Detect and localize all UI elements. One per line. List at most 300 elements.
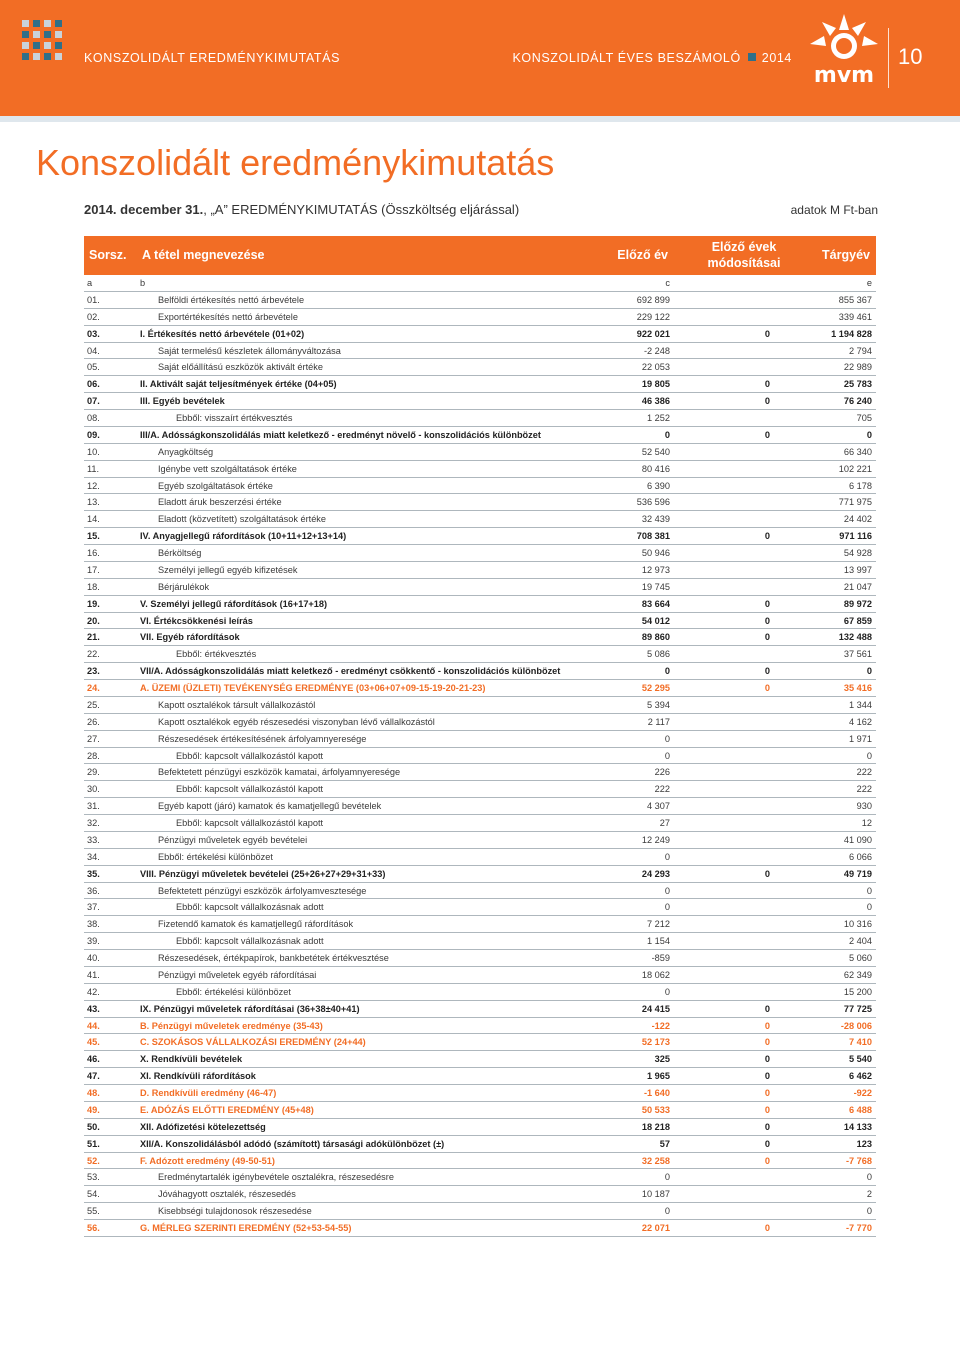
table-row xyxy=(84,1153,876,1170)
row-modifications: 0 xyxy=(764,1155,770,1166)
row-previous-year: 57 xyxy=(659,1138,670,1149)
table-row xyxy=(84,579,876,596)
row-label: VII/A. Adósságkonszolidálás miatt keletkező - eredményt csökkentő - konszolidációs különbözet xyxy=(140,666,561,677)
row-label: Anyagköltség xyxy=(158,446,214,457)
row-current-year: 5 060 xyxy=(849,953,872,963)
row-previous-year: 0 xyxy=(664,851,670,862)
row-modifications: 0 xyxy=(764,1138,770,1149)
row-modifications: 0 xyxy=(764,1104,770,1115)
header-tetel: A tétel megnevezése xyxy=(142,248,265,262)
row-number: 35. xyxy=(87,868,100,879)
table-row xyxy=(84,849,876,866)
row-previous-year: 0 xyxy=(664,902,670,913)
mvm-logo xyxy=(806,12,882,92)
row-label: Bérköltség xyxy=(158,548,202,558)
table-row xyxy=(84,1102,876,1119)
row-previous-year: 4 307 xyxy=(647,801,670,812)
row-current-year: 1 971 xyxy=(849,733,872,744)
table-row xyxy=(84,326,876,343)
row-label: III. Egyéb bevételek xyxy=(140,396,225,407)
row-number: 23. xyxy=(87,666,100,677)
row-previous-year: -122 xyxy=(651,1020,670,1031)
row-modifications: 0 xyxy=(764,379,770,390)
row-previous-year: 0 xyxy=(664,733,670,744)
row-current-year: 0 xyxy=(866,750,872,761)
table-row xyxy=(84,663,876,680)
row-previous-year: 6 390 xyxy=(647,480,670,491)
row-modifications: 0 xyxy=(764,666,770,677)
header-mod-line1: Előző évek xyxy=(711,240,777,254)
row-number: 43. xyxy=(87,1003,100,1014)
row-current-year: -7 770 xyxy=(845,1223,872,1233)
row-previous-year: 89 860 xyxy=(641,632,670,643)
row-modifications: 0 xyxy=(764,396,770,407)
row-label: Ebből: kapcsolt vállalkozástól kapott xyxy=(176,784,324,795)
row-previous-year: 536 596 xyxy=(636,497,670,508)
decorative-squares xyxy=(22,20,72,70)
row-label: II. Aktivált saját teljesítmények értéke (04+05) xyxy=(140,379,337,390)
row-number: 11. xyxy=(87,463,100,474)
row-previous-year: 5 086 xyxy=(647,649,670,660)
row-label: C. SZOKÁSOS VÁLLALKOZÁSI EREDMÉNY (24+44) xyxy=(140,1037,366,1048)
table-row xyxy=(84,309,876,326)
row-modifications: 0 xyxy=(764,1121,770,1132)
row-previous-year: 52 173 xyxy=(641,1037,670,1048)
row-label: XII/A. Konszolidálásból adódó (számított) társasági adókülönbözet (±) xyxy=(140,1138,445,1149)
table-row xyxy=(84,680,876,697)
row-label: Igénybe vett szolgáltatások értéke xyxy=(158,463,297,474)
row-current-year: -7 768 xyxy=(845,1155,872,1166)
row-number: 08. xyxy=(87,413,100,423)
table-row xyxy=(84,798,876,815)
table-row xyxy=(84,376,876,393)
row-number: 47. xyxy=(87,1071,100,1082)
row-label: IV. Anyagjellegű ráfordítások (10+11+12+13+14) xyxy=(140,531,347,542)
row-previous-year: c xyxy=(665,278,670,288)
table-row xyxy=(84,292,876,309)
row-label: VIII. Pénzügyi műveletek bevételei (25+26+27+29+31+33) xyxy=(140,868,386,879)
row-current-year: 6 066 xyxy=(849,851,872,862)
row-previous-year: 83 664 xyxy=(641,598,670,609)
separator-square-icon xyxy=(748,53,756,61)
row-current-year: e xyxy=(866,278,872,288)
row-previous-year: 12 249 xyxy=(641,834,670,845)
table-row xyxy=(84,866,876,883)
table-row xyxy=(84,832,876,849)
header-divider xyxy=(888,28,889,88)
row-current-year: 0 xyxy=(866,666,872,677)
row-current-year: 1 344 xyxy=(849,699,872,710)
row-number: 32. xyxy=(87,818,100,828)
table-row xyxy=(84,697,876,714)
table-row xyxy=(84,950,876,967)
row-previous-year: 0 xyxy=(664,885,670,896)
table-row xyxy=(84,1051,876,1068)
row-number: 48. xyxy=(87,1088,100,1098)
row-label: Bérjárulékok xyxy=(158,581,210,592)
row-modifications: 0 xyxy=(764,1003,770,1014)
table-row xyxy=(84,562,876,579)
table-row xyxy=(84,967,876,984)
row-label: III/A. Adósságkonszolidálás miatt keletkező - eredményt növelő - konszolidációs különbözet xyxy=(140,429,541,440)
row-number: 07. xyxy=(87,396,100,407)
row-label: Saját termelésű készletek állományváltozása xyxy=(158,345,341,356)
row-previous-year: 226 xyxy=(654,767,670,778)
row-previous-year: 52 295 xyxy=(641,683,670,693)
row-current-year: 67 859 xyxy=(843,615,872,626)
table-row xyxy=(84,731,876,748)
table-row xyxy=(84,427,876,444)
row-current-year: 49 719 xyxy=(843,868,872,879)
row-label: Részesedések értékesítésének árfolyamnyeresége xyxy=(158,733,367,744)
row-label: XI. Rendkívüli ráfordítások xyxy=(140,1071,256,1082)
row-label: Saját előállítású eszközök aktivált értéke xyxy=(158,362,323,373)
row-previous-year: 0 xyxy=(664,750,670,761)
header-mod-line2: módosításai xyxy=(707,256,781,270)
row-label: Egyéb kapott (járó) kamatok és kamatjellegű bevételek xyxy=(158,801,382,812)
row-number: 14. xyxy=(87,514,100,525)
row-number: 44. xyxy=(87,1020,100,1031)
row-current-year: 971 116 xyxy=(839,531,872,542)
row-previous-year: 32 258 xyxy=(641,1155,670,1166)
row-label: Ebből: értékelési különbözet xyxy=(158,851,273,862)
row-number: 30. xyxy=(87,784,100,795)
row-label: VI. Értékcsökkenési leírás xyxy=(140,615,253,626)
row-number: 13. xyxy=(87,497,100,508)
row-modifications: 0 xyxy=(764,615,770,626)
report-title xyxy=(512,51,792,65)
row-previous-year: -1 640 xyxy=(643,1088,670,1098)
row-previous-year: 52 540 xyxy=(641,446,670,457)
row-number: 21. xyxy=(87,632,100,643)
row-current-year: 89 972 xyxy=(843,598,872,609)
page-title: Konszolidált eredménykimutatás xyxy=(36,142,555,183)
row-previous-year: 1 252 xyxy=(647,413,670,423)
row-number: 33. xyxy=(87,834,100,845)
row-number: 28. xyxy=(87,750,100,761)
table-row xyxy=(84,781,876,798)
table-row xyxy=(84,1136,876,1153)
row-previous-year: 5 394 xyxy=(647,699,670,710)
table-row xyxy=(84,1119,876,1136)
row-label: Ebből: értékvesztés xyxy=(176,649,257,660)
table-row xyxy=(84,444,876,461)
row-number: 22. xyxy=(87,649,100,660)
row-current-year: 222 xyxy=(856,767,872,778)
table-row xyxy=(84,359,876,376)
table-row xyxy=(84,916,876,933)
row-label: I. Értékesítés nettó árbevétele (01+02) xyxy=(140,328,305,339)
row-current-year: 37 561 xyxy=(843,649,872,660)
table-row xyxy=(84,1169,876,1186)
table-subtitle xyxy=(84,202,519,217)
row-number: 53. xyxy=(87,1172,100,1183)
row-label: Ebből: kapcsolt vállalkozásnak adott xyxy=(176,902,324,913)
table-row xyxy=(84,883,876,900)
row-label: D. Rendkívüli eredmény (46-47) xyxy=(140,1088,277,1098)
subtitle-text: , „A” EREDMÉNYKIMUTATÁS (Összköltség eljárással) xyxy=(203,202,520,217)
subtitle-date: 2014. december 31. xyxy=(84,202,204,217)
row-number: 50. xyxy=(87,1121,100,1132)
table-row xyxy=(84,629,876,646)
row-number: 27. xyxy=(87,733,100,744)
row-label: V. Személyi jellegű ráfordítások (16+17+18) xyxy=(140,598,328,609)
row-number: 40. xyxy=(87,953,100,963)
row-previous-year: -859 xyxy=(651,953,670,963)
row-previous-year: 2 117 xyxy=(647,716,670,727)
row-current-year: 14 133 xyxy=(843,1121,872,1132)
row-current-year: 222 xyxy=(856,784,872,795)
row-previous-year: 19 805 xyxy=(641,379,670,390)
row-current-year: 4 162 xyxy=(849,716,872,727)
row-current-year: 771 975 xyxy=(838,497,872,508)
row-number: 09. xyxy=(87,429,100,440)
table-row xyxy=(84,494,876,511)
row-label: XII. Adófizetési kötelezettség xyxy=(140,1121,266,1132)
row-label: Ebből: kapcsolt vállalkozástól kapott xyxy=(176,818,324,828)
row-number: 36. xyxy=(87,885,100,896)
row-number: 16. xyxy=(87,548,100,558)
row-modifications: 0 xyxy=(764,868,770,879)
section-title: KONSZOLIDÁLT EREDMÉNYKIMUTATÁS xyxy=(84,51,341,65)
row-current-year: 21 047 xyxy=(843,581,872,592)
row-number: a xyxy=(87,278,93,288)
row-current-year: 77 725 xyxy=(843,1003,872,1014)
row-number: 18. xyxy=(87,581,100,592)
row-number: 31. xyxy=(87,801,100,812)
row-current-year: 0 xyxy=(866,1206,872,1217)
table-row xyxy=(84,1034,876,1051)
report-year: 2014 xyxy=(761,51,792,65)
row-previous-year: 54 012 xyxy=(641,615,670,626)
row-label: Személyi jellegű egyéb kifizetések xyxy=(158,564,298,575)
row-current-year: 35 416 xyxy=(843,683,872,693)
row-previous-year: 922 021 xyxy=(636,328,670,339)
table-row xyxy=(84,764,876,781)
row-previous-year: 692 899 xyxy=(636,294,670,305)
table-row xyxy=(84,511,876,528)
row-number: 37. xyxy=(87,902,100,913)
row-previous-year: 325 xyxy=(654,1054,670,1065)
table-row xyxy=(84,1068,876,1085)
row-number: 46. xyxy=(87,1054,100,1065)
table-row xyxy=(84,646,876,663)
row-current-year: -28 006 xyxy=(840,1020,872,1031)
row-number: 03. xyxy=(87,328,100,339)
row-label: Kisebbségi tulajdonosok részesedése xyxy=(158,1206,312,1217)
row-label: Pénzügyi műveletek egyéb bevételei xyxy=(158,834,308,845)
row-current-year: 7 410 xyxy=(849,1037,872,1048)
row-number: 01. xyxy=(87,294,100,305)
row-previous-year: 0 xyxy=(664,666,670,677)
row-current-year: 339 461 xyxy=(838,311,872,322)
table-row xyxy=(84,596,876,613)
row-previous-year: 708 381 xyxy=(636,531,670,542)
row-label: Kapott osztalékok egyéb részesedési viszonyban lévő vállalkozástól xyxy=(158,716,435,727)
row-modifications: 0 xyxy=(764,1020,770,1031)
row-modifications: 0 xyxy=(764,429,770,440)
row-modifications: 0 xyxy=(764,1088,770,1098)
row-current-year: 102 221 xyxy=(838,463,872,474)
header-modositasok xyxy=(694,239,794,271)
row-number: 12. xyxy=(87,480,100,491)
row-label: G. MÉRLEG SZERINTI EREDMÉNY (52+53-54-55) xyxy=(140,1223,352,1233)
table-row xyxy=(84,275,876,292)
row-previous-year: 27 xyxy=(659,818,670,828)
row-current-year: 2 404 xyxy=(849,936,872,947)
row-number: 39. xyxy=(87,936,100,947)
row-label: Eladott (közvetített) szolgáltatások értéke xyxy=(158,514,327,525)
table-row xyxy=(84,461,876,478)
row-current-year: 855 367 xyxy=(838,294,872,305)
row-previous-year: 0 xyxy=(664,429,670,440)
row-previous-year: 0 xyxy=(664,986,670,997)
row-label: Pénzügyi műveletek egyéb ráfordításai xyxy=(158,969,317,980)
table-row xyxy=(84,748,876,765)
row-modifications: 0 xyxy=(764,1037,770,1048)
row-current-year: 0 xyxy=(866,429,872,440)
row-label: Kapott osztalékok társult vállalkozástól xyxy=(158,699,316,710)
row-current-year: 5 540 xyxy=(849,1054,872,1065)
row-number: 41. xyxy=(87,969,100,980)
row-current-year: 15 200 xyxy=(843,986,872,997)
row-modifications: 0 xyxy=(764,531,770,542)
row-current-year: 66 340 xyxy=(843,446,872,457)
row-previous-year: 222 xyxy=(654,784,670,795)
row-label: Eladott áruk beszerzési értéke xyxy=(158,497,282,508)
row-number: 17. xyxy=(87,564,100,575)
row-number: 20. xyxy=(87,615,100,626)
row-current-year: 0 xyxy=(866,902,872,913)
row-number: 51. xyxy=(87,1138,100,1149)
row-number: 05. xyxy=(87,362,100,373)
row-label: E. ADÓZÁS ELŐTTI EREDMÉNY (45+48) xyxy=(140,1104,314,1115)
row-current-year: 0 xyxy=(866,1172,872,1183)
row-label: VII. Egyéb ráfordítások xyxy=(140,632,240,643)
header-sorszam: Sorsz. xyxy=(89,248,127,262)
report-title-text: KONSZOLIDÁLT ÉVES BESZÁMOLÓ xyxy=(512,51,741,65)
row-label: B. Pénzügyi műveletek eredménye (35-43) xyxy=(140,1020,323,1031)
row-current-year: 2 794 xyxy=(849,345,872,356)
row-label: Ebből: értékelési különbözet xyxy=(176,986,291,997)
table-row xyxy=(84,393,876,410)
row-label: Jóváhagyott osztalék, részesedés xyxy=(158,1189,296,1200)
row-current-year: 6 178 xyxy=(849,480,872,491)
row-label: X. Rendkívüli bevételek xyxy=(140,1054,243,1065)
row-number: 34. xyxy=(87,851,100,862)
table-row xyxy=(84,528,876,545)
row-modifications: 0 xyxy=(764,1223,770,1233)
row-number: 29. xyxy=(87,767,100,778)
table-row xyxy=(84,410,876,427)
row-previous-year: 50 533 xyxy=(641,1104,670,1115)
row-previous-year: 1 154 xyxy=(647,936,670,947)
row-label: Exportértékesítés nettó árbevétele xyxy=(158,311,298,322)
table-row xyxy=(84,545,876,562)
row-number: 54. xyxy=(87,1189,100,1200)
row-number: 49. xyxy=(87,1104,100,1115)
row-number: 15. xyxy=(87,531,100,542)
row-previous-year: 22 053 xyxy=(641,362,670,373)
row-previous-year: 18 062 xyxy=(641,969,670,980)
table-row xyxy=(84,343,876,360)
row-previous-year: 19 745 xyxy=(641,581,670,592)
row-current-year: 22 989 xyxy=(843,362,872,373)
row-previous-year: 0 xyxy=(664,1206,670,1217)
row-number: 26. xyxy=(87,716,100,727)
table-row xyxy=(84,714,876,731)
row-previous-year: 50 946 xyxy=(641,548,670,558)
row-previous-year: 80 416 xyxy=(641,463,670,474)
row-current-year: 54 928 xyxy=(843,548,872,558)
table-row xyxy=(84,933,876,950)
row-current-year: 705 xyxy=(856,413,872,423)
row-current-year: 2 xyxy=(866,1189,872,1200)
table-row xyxy=(84,1001,876,1018)
row-previous-year: -2 248 xyxy=(643,345,670,356)
row-modifications: 0 xyxy=(764,632,770,643)
row-label: IX. Pénzügyi műveletek ráfordításai (36+38±40+41) xyxy=(140,1003,360,1014)
row-number: 19. xyxy=(87,598,100,609)
row-current-year: 62 349 xyxy=(843,969,872,980)
row-current-year: 13 997 xyxy=(843,564,872,575)
table-row xyxy=(84,899,876,916)
row-previous-year: 7 212 xyxy=(647,919,670,930)
row-modifications: 0 xyxy=(764,1071,770,1082)
row-current-year: 12 xyxy=(861,818,872,828)
row-label: Befektetett pénzügyi eszközök árfolyamvesztesége xyxy=(158,885,367,896)
row-number: 38. xyxy=(87,919,100,930)
row-current-year: 25 783 xyxy=(843,379,872,390)
header-targyev: Tárgyév xyxy=(822,248,870,262)
row-label: Belföldi értékesítés nettó árbevétele xyxy=(158,294,305,305)
row-current-year: -922 xyxy=(853,1088,872,1098)
row-label: b xyxy=(140,278,146,288)
row-label: Befektetett pénzügyi eszközök kamatai, árfolyamnyeresége xyxy=(158,767,401,778)
row-label: Egyéb szolgáltatások értéke xyxy=(158,480,273,491)
row-current-year: 930 xyxy=(856,801,872,812)
row-number: 55. xyxy=(87,1206,100,1217)
row-previous-year: 1 965 xyxy=(647,1071,670,1082)
table-row xyxy=(84,1220,876,1237)
row-current-year: 6 488 xyxy=(849,1104,872,1115)
row-number: 52. xyxy=(87,1155,100,1166)
row-number: 10. xyxy=(87,446,100,457)
table-row xyxy=(84,1018,876,1035)
svg-text:mvm: mvm xyxy=(813,63,875,88)
row-previous-year: 18 218 xyxy=(641,1121,670,1132)
row-current-year: 24 402 xyxy=(843,514,872,525)
row-previous-year: 0 xyxy=(664,1172,670,1183)
row-current-year: 6 462 xyxy=(849,1071,872,1082)
row-current-year: 76 240 xyxy=(843,396,872,407)
row-label: Fizetendő kamatok és kamatjellegű ráfordítások xyxy=(158,919,354,930)
table-row xyxy=(84,815,876,832)
row-label: Részesedések, értékpapírok, bankbetétek értékvesztése xyxy=(158,953,389,963)
table-header xyxy=(84,236,876,275)
row-previous-year: 24 293 xyxy=(641,868,670,879)
row-number: 45. xyxy=(87,1037,100,1048)
row-label: Ebből: kapcsolt vállalkozásnak adott xyxy=(176,936,324,947)
table-row xyxy=(84,478,876,495)
table-row xyxy=(84,1203,876,1220)
row-label: Ebből: kapcsolt vállalkozástól kapott xyxy=(176,750,324,761)
row-previous-year: 229 122 xyxy=(636,311,670,322)
header-elozo-ev: Előző év xyxy=(617,248,668,262)
row-current-year: 0 xyxy=(866,885,872,896)
row-number: 24. xyxy=(87,683,100,693)
page-number: 10 xyxy=(898,44,923,69)
